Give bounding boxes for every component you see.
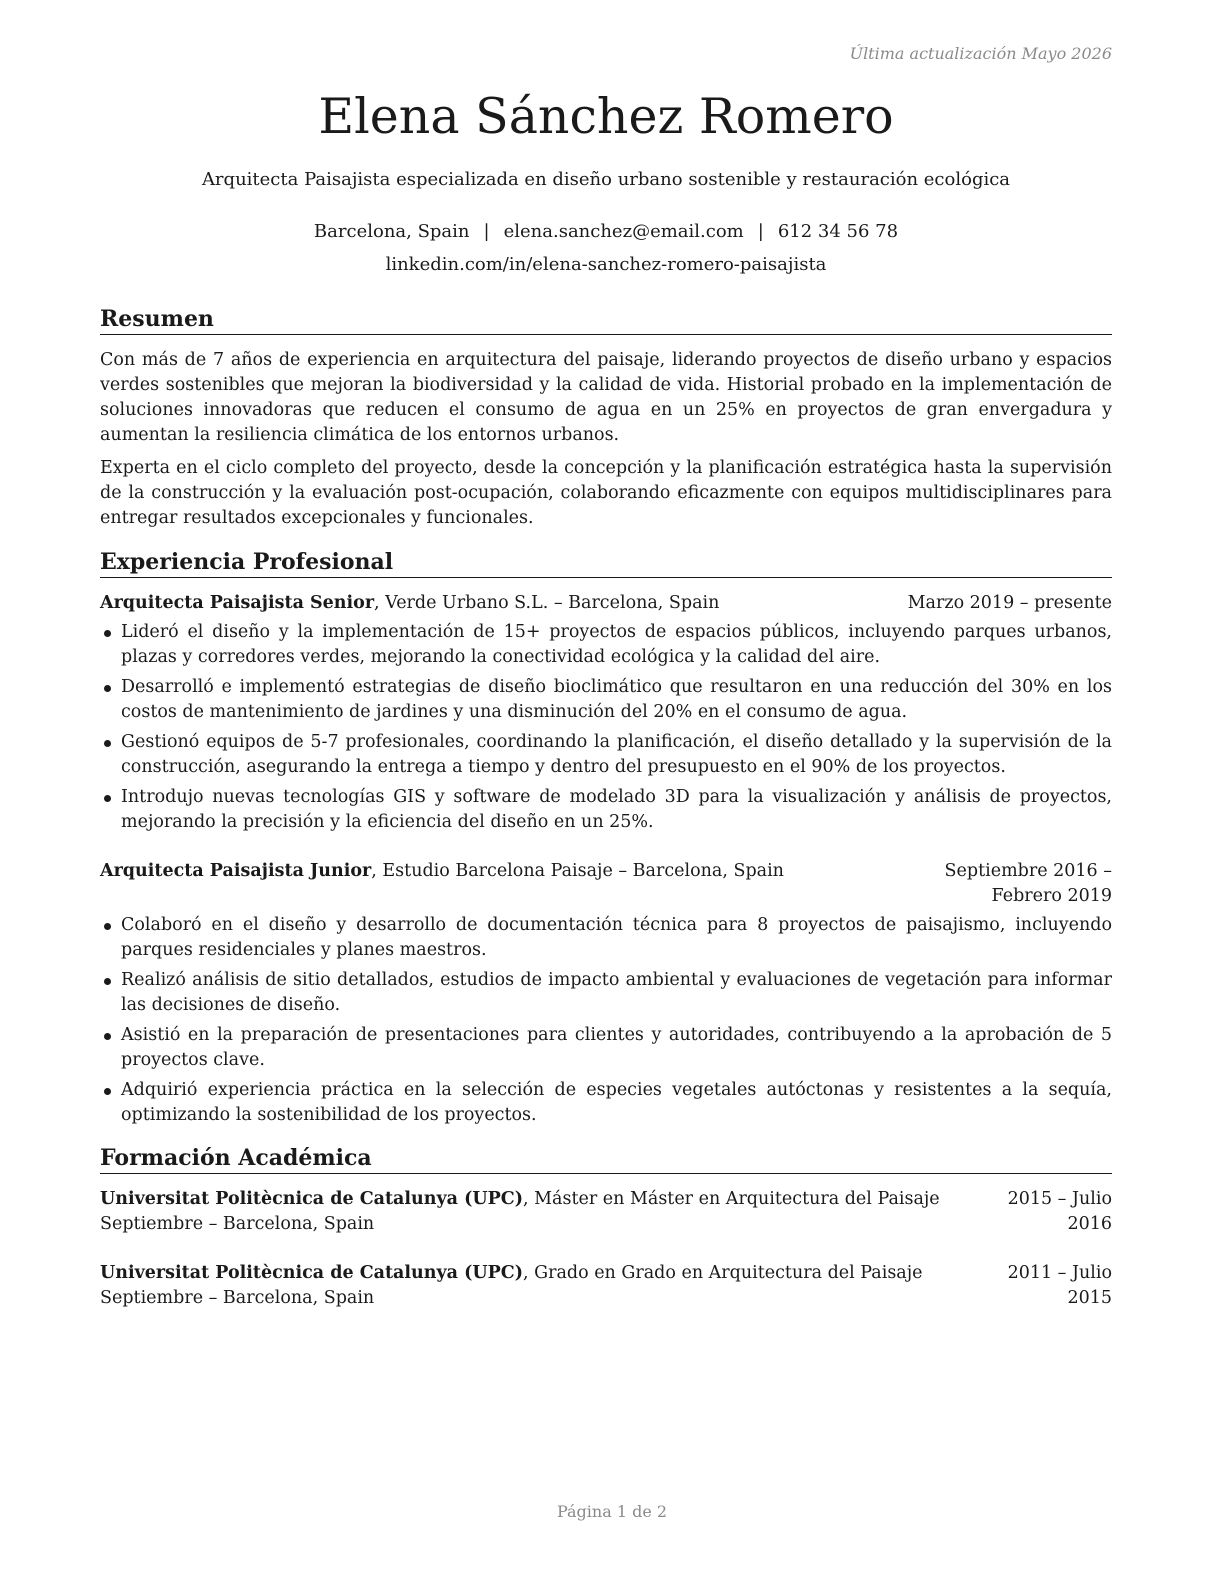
email[interactable]: elena.sanchez@email.com bbox=[503, 221, 744, 242]
degree: , Grado en Grado en Arquitectura del Paisaje Septiembre – Barcelona, Spain bbox=[100, 1263, 923, 1308]
job-title-line bbox=[100, 591, 908, 616]
job-title-line bbox=[100, 859, 872, 884]
education-row bbox=[100, 1187, 1112, 1237]
list-item: Realizó análisis de sitio detallados, estudios de impacto ambiental y evaluaciones de vegetación para informar las decisiones de diseño. bbox=[100, 968, 1112, 1018]
summary-paragraph: Experta en el ciclo completo del proyecto, desde la concepción y la planificación estratégica hasta la supervisión de la construcción y la evaluación post-ocupación, colaborando eficazmente con equipos multidisciplinares para entregar resultados excepcionales y funcionales. bbox=[100, 458, 1112, 528]
list-item: Lideró el diseño y la implementación de 15+ proyectos de espacios públicos, incluyendo parques urbanos, plazas y corredores verdes, mejorando la conectividad ecológica y la calidad del aire. bbox=[100, 620, 1112, 670]
education-dates: 2015 – Julio 2016 bbox=[1007, 1189, 1112, 1234]
job-entry bbox=[100, 859, 1112, 1133]
job-header bbox=[100, 859, 1112, 909]
contact-line bbox=[100, 219, 1112, 245]
job-entry bbox=[100, 591, 1112, 840]
tagline: Arquitecta Paisajista especializada en diseño urbano sostenible y restauración ecológica bbox=[201, 169, 1011, 190]
list-item: Introdujo nuevas tecnologías GIS y software de modelado 3D para la visualización y análisis de proyectos, mejorando la precisión y la eficiencia del diseño en un 25%. bbox=[100, 785, 1112, 835]
section-title-summary: Resumen bbox=[100, 305, 1112, 335]
list-item: Gestionó equipos de 5-7 profesionales, coordinando la planificación, el diseño detallado y la supervisión de la construcción, asegurando la entrega a tiempo y dentro del presupuesto en el 90% de los proyectos. bbox=[100, 730, 1112, 780]
job-role: Arquitecta Paisajista Senior bbox=[100, 593, 375, 613]
location: Barcelona, Spain bbox=[313, 221, 470, 242]
job-header bbox=[100, 591, 1112, 616]
job-bullets bbox=[100, 913, 1112, 1128]
summary-paragraph: Con más de 7 años de experiencia en arquitectura del paisaje, liderando proyectos de diseño urbano y espacios verdes sostenibles que mejoran la biodiversidad y la calidad de vida. Historial probado en la implementación de soluciones innovadoras que reducen el consumo de agua en un 25% en proyectos de gran envergadura y aumentan la resiliencia climática de los entornos urbanos. bbox=[100, 350, 1112, 445]
education-entry bbox=[100, 1187, 1112, 1237]
last-updated: Última actualización Mayo 2026 bbox=[849, 44, 1112, 63]
degree: , Máster en Máster en Arquitectura del Paisaje Septiembre – Barcelona, Spain bbox=[100, 1189, 940, 1234]
job-company: , Estudio Barcelona Paisaje – Barcelona, Spain bbox=[371, 861, 784, 881]
separator: | bbox=[757, 221, 764, 242]
institution: Universitat Politècnica de Catalunya (UPC) bbox=[100, 1263, 523, 1283]
section-title-experience: Experiencia Profesional bbox=[100, 548, 1112, 578]
institution: Universitat Politècnica de Catalunya (UPC) bbox=[100, 1189, 523, 1209]
section-title-education: Formación Académica bbox=[100, 1144, 1112, 1174]
list-item: Adquirió experiencia práctica en la selección de especies vegetales autóctonas y resistentes a la sequía, optimizando la sostenibilidad de los proyectos. bbox=[100, 1078, 1112, 1128]
education-row bbox=[100, 1261, 1112, 1311]
job-bullets bbox=[100, 620, 1112, 835]
education-title-line bbox=[100, 1187, 980, 1237]
job-company: , Verde Urbano S.L. – Barcelona, Spain bbox=[374, 593, 720, 613]
list-item: Desarrolló e implementó estrategias de diseño bioclimático que resultaron en una reducción del 30% en los costos de mantenimiento de jardines y una disminución del 20% en el consumo de agua. bbox=[100, 675, 1112, 725]
summary-block bbox=[100, 348, 1112, 539]
page-number: Página 1 de 2 bbox=[556, 1502, 668, 1521]
linkedin-link[interactable]: linkedin.com/in/elena-sanchez-romero-paisajista bbox=[385, 254, 827, 275]
job-dates: Marzo 2019 – presente bbox=[907, 593, 1112, 613]
candidate-name: Elena Sánchez Romero bbox=[318, 88, 894, 145]
job-role: Arquitecta Paisajista Junior bbox=[100, 861, 372, 881]
list-item: Colaboró en el diseño y desarrollo de documentación técnica para 8 proyectos de paisajismo, incluyendo parques residenciales y planes maestros. bbox=[100, 913, 1112, 963]
education-title-line bbox=[100, 1261, 980, 1311]
separator: | bbox=[483, 221, 490, 242]
phone: 612 34 56 78 bbox=[777, 221, 899, 242]
list-item: Asistió en la preparación de presentaciones para clientes y autoridades, contribuyendo a la aprobación de 5 proyectos clave. bbox=[100, 1023, 1112, 1073]
education-dates: 2011 – Julio 2015 bbox=[1007, 1263, 1112, 1308]
job-dates: Septiembre 2016 – Febrero 2019 bbox=[944, 861, 1112, 906]
education-entry bbox=[100, 1261, 1112, 1311]
